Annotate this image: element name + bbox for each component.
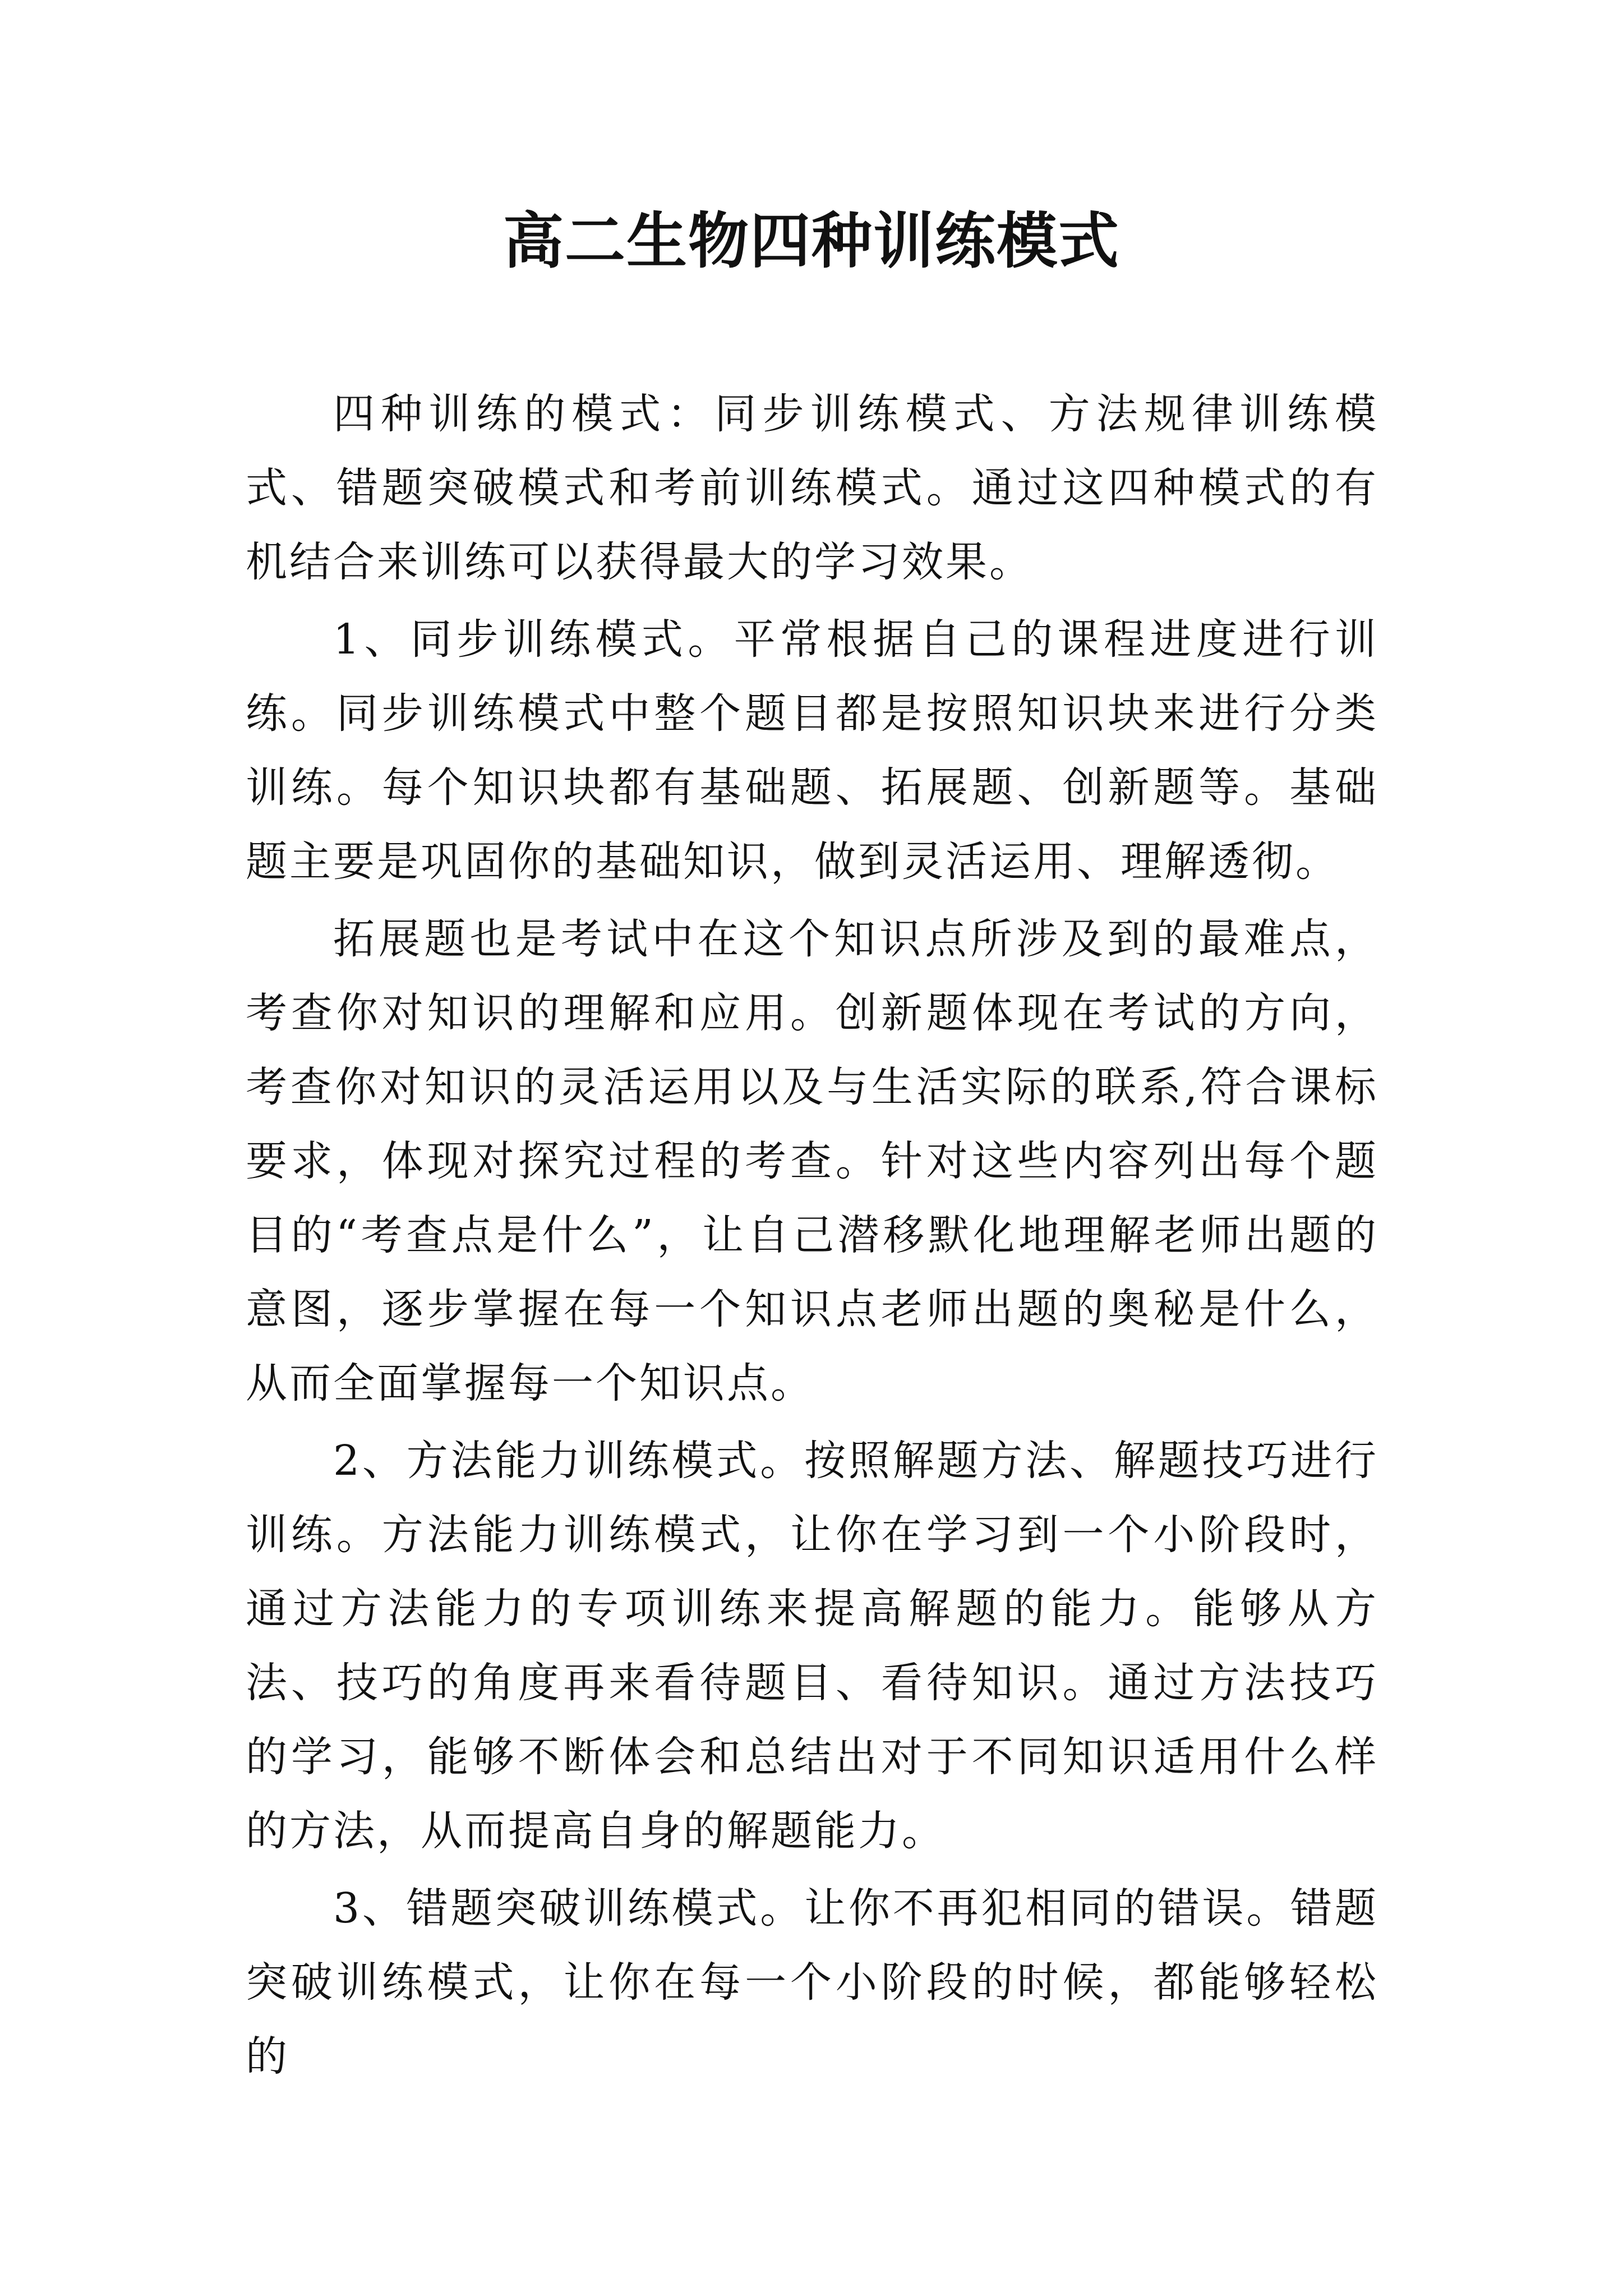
paragraph-method-training: 2、方法能力训练模式。按照解题方法、解题技巧进行训练。方法能力训练模式，让你在学习到一个小阶段时，通过方法能力的专项训练来提高解题的能力。能够从方法、技巧的角度再来看待题目、看待知识。通过方法技巧的学习，能够不断体会和总结出对于不同知识适用什么样的方法，从而提高自身的解题能力。 — [246, 1437, 1378, 1855]
document-body — [246, 377, 1378, 2097]
document-title: 高二生物四种训练模式 — [502, 206, 1120, 277]
paragraph-extension-questions: 拓展题也是考试中在这个知识点所涉及到的最难点，考查你对知识的理解和应用。创新题体现在考试的方向，考查你对知识的灵活运用以及与生活实际的联系,符合课标要求，体现对探究过程的考查。针对这些内容列出每个题目的“考查点是什么”，让自己潜移默化地理解老师出题的意图，逐步掌握在每一个知识点老师出题的奥秘是什么，从而全面掌握每一个知识点。 — [246, 915, 1378, 1407]
paragraph-error-training: 3、错题突破训练模式。让你不再犯相同的错误。错题突破训练模式，让你在每一个小阶段的时候，都能够轻松的 — [246, 1884, 1378, 2081]
paragraph-intro: 四种训练的模式：同步训练模式、方法规律训练模式、错题突破模式和考前训练模式。通过这四种模式的有机结合来训练可以获得最大的学习效果。 — [246, 390, 1378, 586]
paragraph-sync-training: 1、同步训练模式。平常根据自己的课程进度进行训练。同步训练模式中整个题目都是按照知识块来进行分类训练。每个知识块都有基础题、拓展题、创新题等。基础题主要是巩固你的基础知识，做到灵活运用、理解透彻。 — [246, 615, 1378, 886]
